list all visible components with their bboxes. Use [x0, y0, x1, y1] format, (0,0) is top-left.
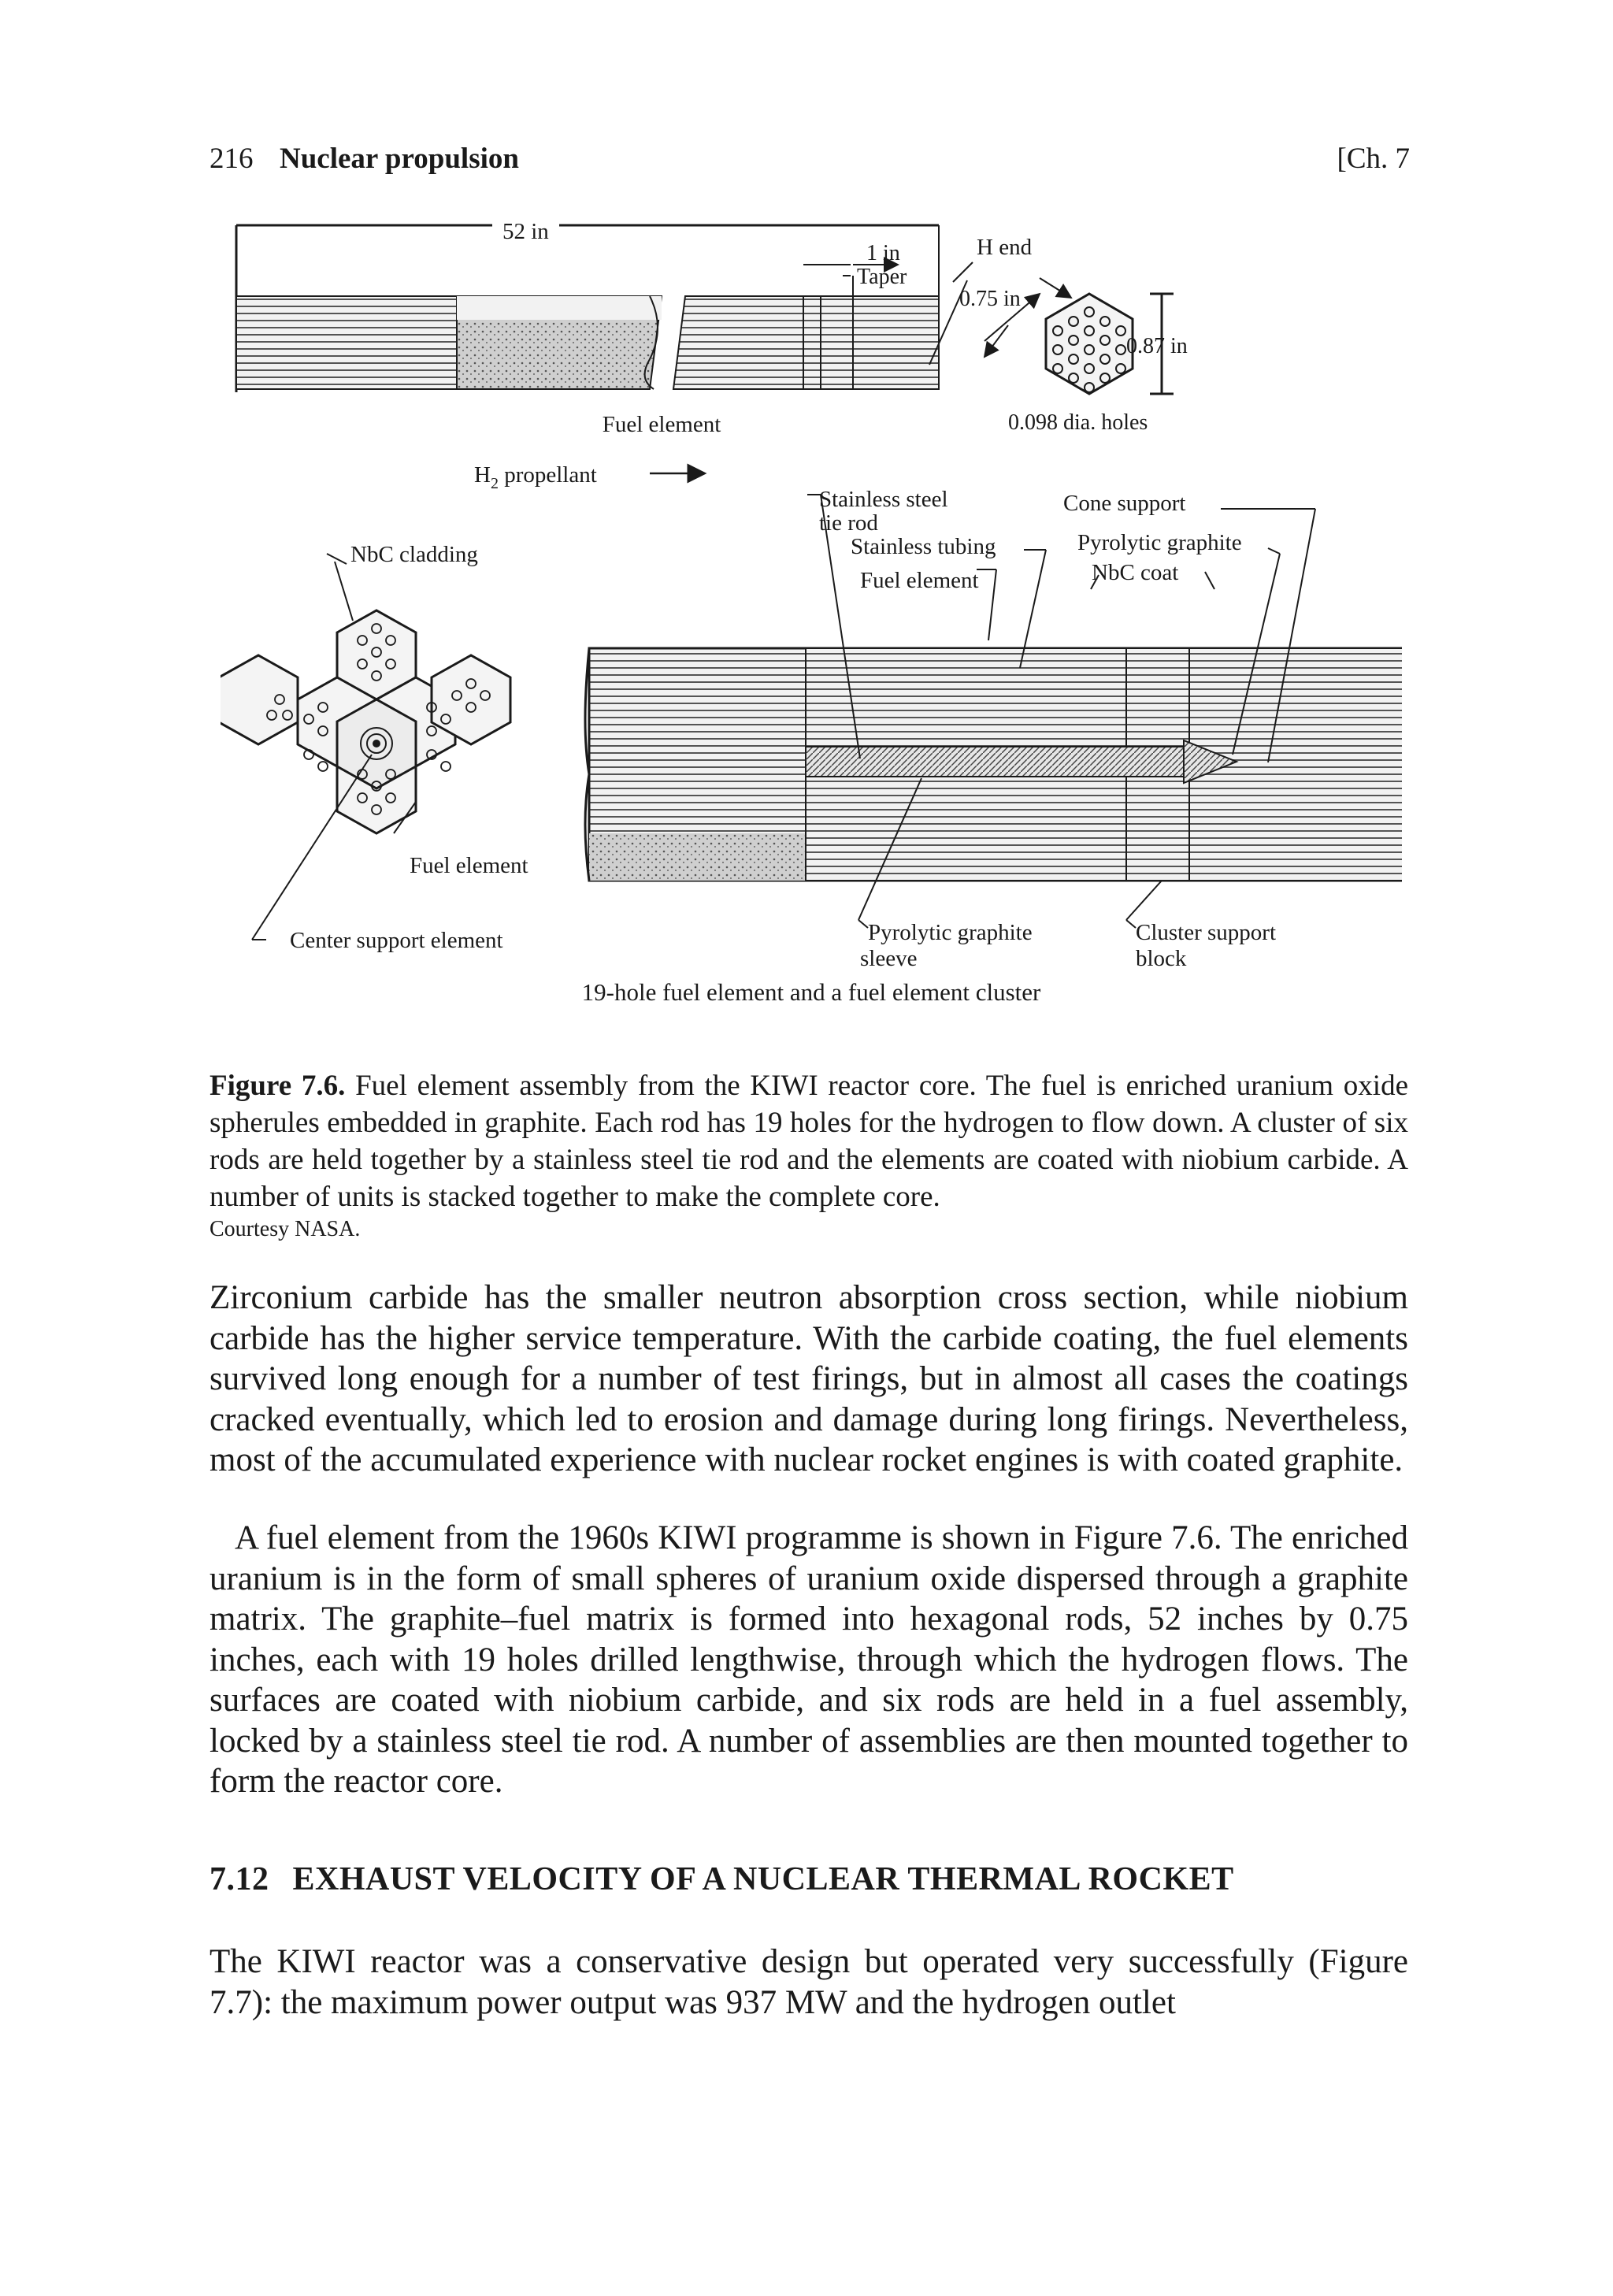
- caption-credit: Courtesy NASA.: [210, 1217, 361, 1241]
- fuel-element-figure: [221, 211, 1402, 1038]
- width-075-label: 0.75 in: [959, 287, 1021, 311]
- taper-label: Taper: [857, 265, 907, 289]
- chapter-marker: [Ch. 7: [1337, 143, 1410, 175]
- section-heading: [210, 1860, 1234, 1898]
- h2-propellant: [474, 462, 705, 492]
- cone-support-label: Cone support: [1063, 491, 1186, 516]
- h2-propellant-label: [474, 462, 597, 492]
- taper-1in-label: 1 in: [866, 241, 900, 265]
- nbc-coat-label: NbC coat: [1092, 560, 1179, 585]
- fuel-element-top-label: Fuel element: [602, 412, 721, 437]
- page-number: 216: [210, 143, 254, 175]
- nbc-cladding-label: NbC cladding: [350, 542, 478, 567]
- caption-text: Fuel element assembly from the KIWI reactor core. The fuel is enriched uranium oxide spherules embedded in graphite. Each rod has 19 holes for the hydrogen to flow down. A cluster of six rods are held together by a stainless steel tie rod and the elements are coated with niobium carbide. A number of units is stacked together to make the complete core.: [210, 1070, 1408, 1213]
- pyro-graphite-label: Pyrolytic graphite: [1077, 530, 1242, 555]
- length-label: 52 in: [502, 219, 549, 244]
- cluster-cross-section: [221, 542, 528, 953]
- h2-suffix: propellant: [498, 462, 597, 488]
- center-support-label: Center support element: [290, 928, 503, 953]
- pyro-sleeve-label-2: sleeve: [860, 946, 918, 971]
- figure-caption: [210, 1067, 1408, 1215]
- fuel-element-rod: [236, 219, 939, 437]
- figure-subtitle: 19-hole fuel element and a fuel element cluster: [581, 978, 1041, 1006]
- hex-cross-section: [929, 235, 1188, 435]
- ss-tie-rod-label-2: tie rod: [819, 510, 878, 536]
- h2-prefix: H: [474, 462, 491, 488]
- ss-tubing-label: Stainless tubing: [851, 534, 996, 559]
- ss-tie-rod-label-1: Stainless steel: [819, 487, 948, 512]
- h2-sub: 2: [490, 475, 499, 492]
- body-paragraph-2: A fuel element from the 1960s KIWI programme is shown in Figure 7.6. The enriched uranium is in the form of small spheres of uranium oxide dispersed through a graphite matrix. The graphite–fuel matrix is formed into hexagonal rods, 52 inches by 0.75 inches, each with 19 holes drilled lengthwise, through which the hydrogen flows. The surfaces are coated with niobium carbide, and six rods are held in a fuel assembly, locked by a stainless steel tie rod. A number of assemblies are then mounted together to form the reactor core.: [210, 1519, 1408, 1800]
- running-title: Nuclear propulsion: [280, 143, 519, 175]
- holes-label: 0.098 dia. holes: [1008, 410, 1148, 435]
- body-paragraph-1: Zirconium carbide has the smaller neutron absorption cross section, while niobium carbide has the higher service temperature. With the carbide coating, the fuel elements survived long enough for a number of test firings, but in almost all cases the coatings cracked eventually, which led to erosion and damage during long firings. Nevertheless, most of the accumulated experience with nuclear rocket engines is with coated graphite.: [210, 1279, 1408, 1478]
- height-087-label: 0.87 in: [1126, 334, 1188, 358]
- section-title: EXHAUST VELOCITY OF A NUCLEAR THERMAL ROCKET: [292, 1861, 1234, 1897]
- cluster-longitudinal-section: [585, 487, 1402, 971]
- cluster-block-label-2: block: [1136, 946, 1187, 971]
- h-end-label: H end: [977, 235, 1033, 260]
- body-paragraph-3: The KIWI reactor was a conservative design but operated very successfully (Figure 7.7): the maximum power output was 937 MW and the hydrogen outlet: [210, 1943, 1408, 2021]
- fuel-element-mid-label: Fuel element: [860, 568, 979, 593]
- fuel-element-cluster-label: Fuel element: [410, 853, 528, 878]
- section-number: 7.12: [210, 1861, 269, 1897]
- caption-label: Figure 7.6.: [210, 1070, 346, 1102]
- cluster-block-label-1: Cluster support: [1136, 920, 1277, 945]
- pyro-sleeve-label-1: Pyrolytic graphite: [868, 920, 1033, 945]
